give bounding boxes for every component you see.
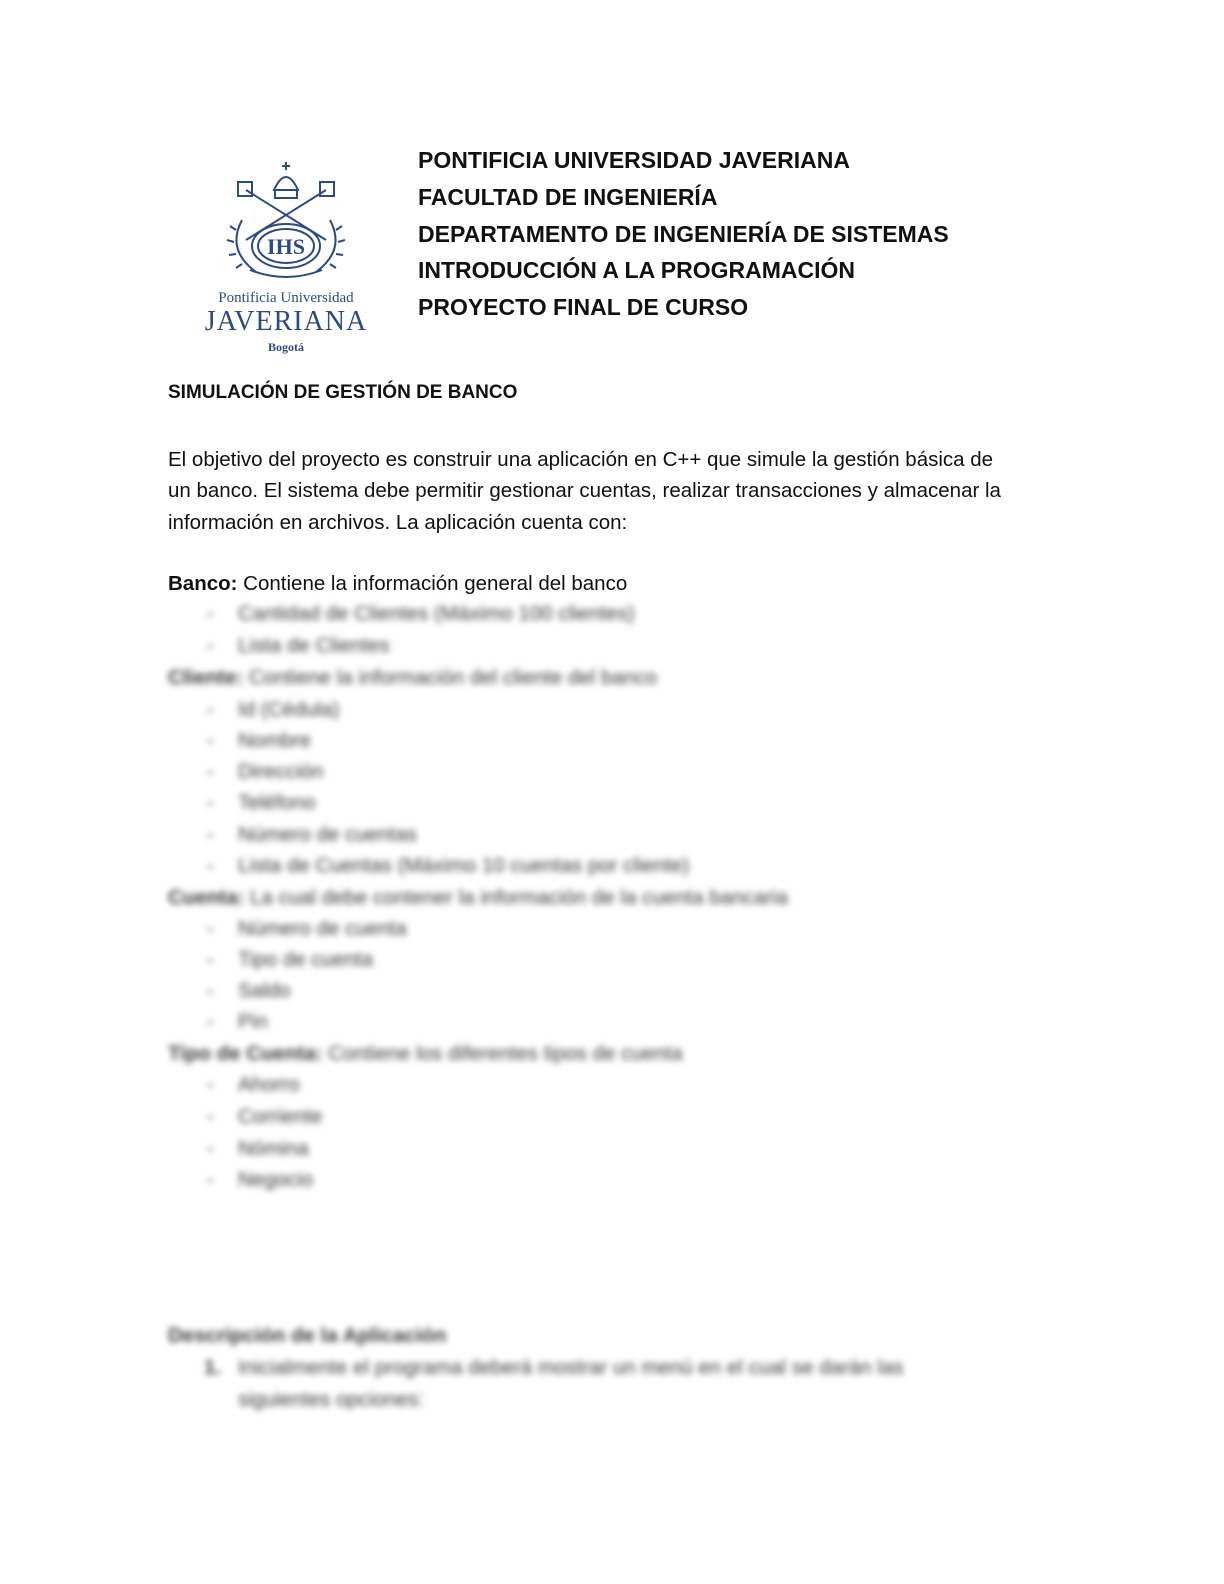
tipo-cuenta-item: Corriente: [238, 1105, 323, 1128]
bullet: -: [206, 602, 214, 625]
tipo-cuenta-item: Nómina: [238, 1137, 309, 1160]
bullet: -: [206, 1137, 214, 1160]
banco-label: Banco:: [168, 572, 238, 595]
cliente-description: Contiene la información del cliente del banco: [243, 666, 657, 689]
tipo-cuenta-heading: [168, 1040, 683, 1068]
header-line: PROYECTO FINAL DE CURSO: [418, 294, 749, 321]
header-line: PONTIFICIA UNIVERSIDAD JAVERIANA: [418, 147, 850, 173]
cuenta-item: Pin: [238, 1010, 268, 1033]
cuenta-label: Cuenta:: [168, 886, 245, 909]
bullet: -: [206, 698, 214, 721]
paragraph-line: información en archivos. La aplicación cuenta con:: [168, 510, 628, 534]
section-title: SIMULACIÓN DE GESTIÓN DE BANCO: [168, 382, 518, 403]
bullet: -: [206, 948, 214, 971]
banco-description: Contiene la información general del banco: [237, 572, 628, 595]
descripcion-title: Descripción de la Aplicación: [168, 1324, 447, 1347]
bullet: -: [206, 917, 214, 940]
coat-of-arms-icon: [196, 160, 376, 290]
cuenta-item: Número de cuenta: [238, 917, 407, 940]
logo-city-text: Bogotá: [268, 340, 304, 354]
tipo-cuenta-label: Tipo de Cuenta:: [168, 1042, 323, 1065]
intro-paragraph: [168, 444, 1058, 538]
header-line: FACULTAD DE INGENIERÍA: [418, 183, 718, 210]
banco-heading: [168, 570, 627, 598]
bullet: -: [206, 1073, 214, 1096]
monogram-text: IHS: [267, 234, 305, 259]
logo-javeriana-text: JAVERIANA: [204, 306, 368, 337]
bullet: -: [206, 634, 214, 657]
banco-item: Cantidad de Clientes (Máximo 100 clientes): [238, 602, 635, 625]
cuenta-item: Saldo: [238, 979, 291, 1002]
tipo-cuenta-description: Contiene los diferentes tipos de cuenta: [322, 1042, 683, 1065]
cuenta-item: Tipo de cuenta: [238, 948, 373, 971]
bullet: -: [206, 979, 214, 1002]
descripcion-line: siguientes opciones:: [238, 1388, 424, 1411]
cuenta-description: La cual debe contener la información de la cuenta bancaria: [244, 886, 788, 909]
cliente-item: Teléfono: [238, 791, 316, 814]
paragraph-line: un banco. El sistema debe permitir gestionar cuentas, realizar transacciones y almacenar la: [168, 479, 1001, 503]
descripcion-line: Inicialmente el programa deberá mostrar un menú en el cual se darán las: [238, 1356, 904, 1379]
tipo-cuenta-item: Negocio: [238, 1168, 314, 1191]
header-line: DEPARTAMENTO DE INGENIERÍA DE SISTEMAS: [418, 220, 949, 247]
bullet: -: [206, 1168, 214, 1191]
banco-item: Lista de Clientes: [238, 634, 390, 657]
bullet: -: [206, 729, 214, 752]
bullet: -: [206, 760, 214, 783]
document-header: [418, 142, 1118, 326]
logo-university-text: Pontificia Universidad: [218, 290, 354, 306]
bullet: -: [206, 823, 214, 846]
cliente-heading: [168, 664, 657, 692]
bullet: -: [206, 1105, 214, 1128]
header-line: INTRODUCCIÓN A LA PROGRAMACIÓN: [418, 257, 855, 284]
cliente-label: Cliente:: [168, 666, 244, 689]
cliente-item: Dirección: [238, 760, 324, 783]
bullet: -: [206, 791, 214, 814]
university-logo: [196, 160, 376, 360]
cliente-item: Id (Cédula): [238, 698, 340, 721]
cliente-item: Lista de Cuentas (Máximo 10 cuentas por cliente): [238, 854, 690, 877]
paragraph-line: El objetivo del proyecto es construir una aplicación en C++ que simule la gestión básica de: [168, 448, 994, 471]
bullet: -: [206, 1010, 214, 1033]
cuenta-heading: [168, 884, 788, 912]
tipo-cuenta-item: Ahorro: [238, 1073, 300, 1096]
cliente-item: Número de cuentas: [238, 823, 417, 846]
item-number: 1.: [204, 1356, 222, 1379]
bullet: -: [206, 854, 214, 877]
cliente-item: Nombre: [238, 729, 311, 752]
